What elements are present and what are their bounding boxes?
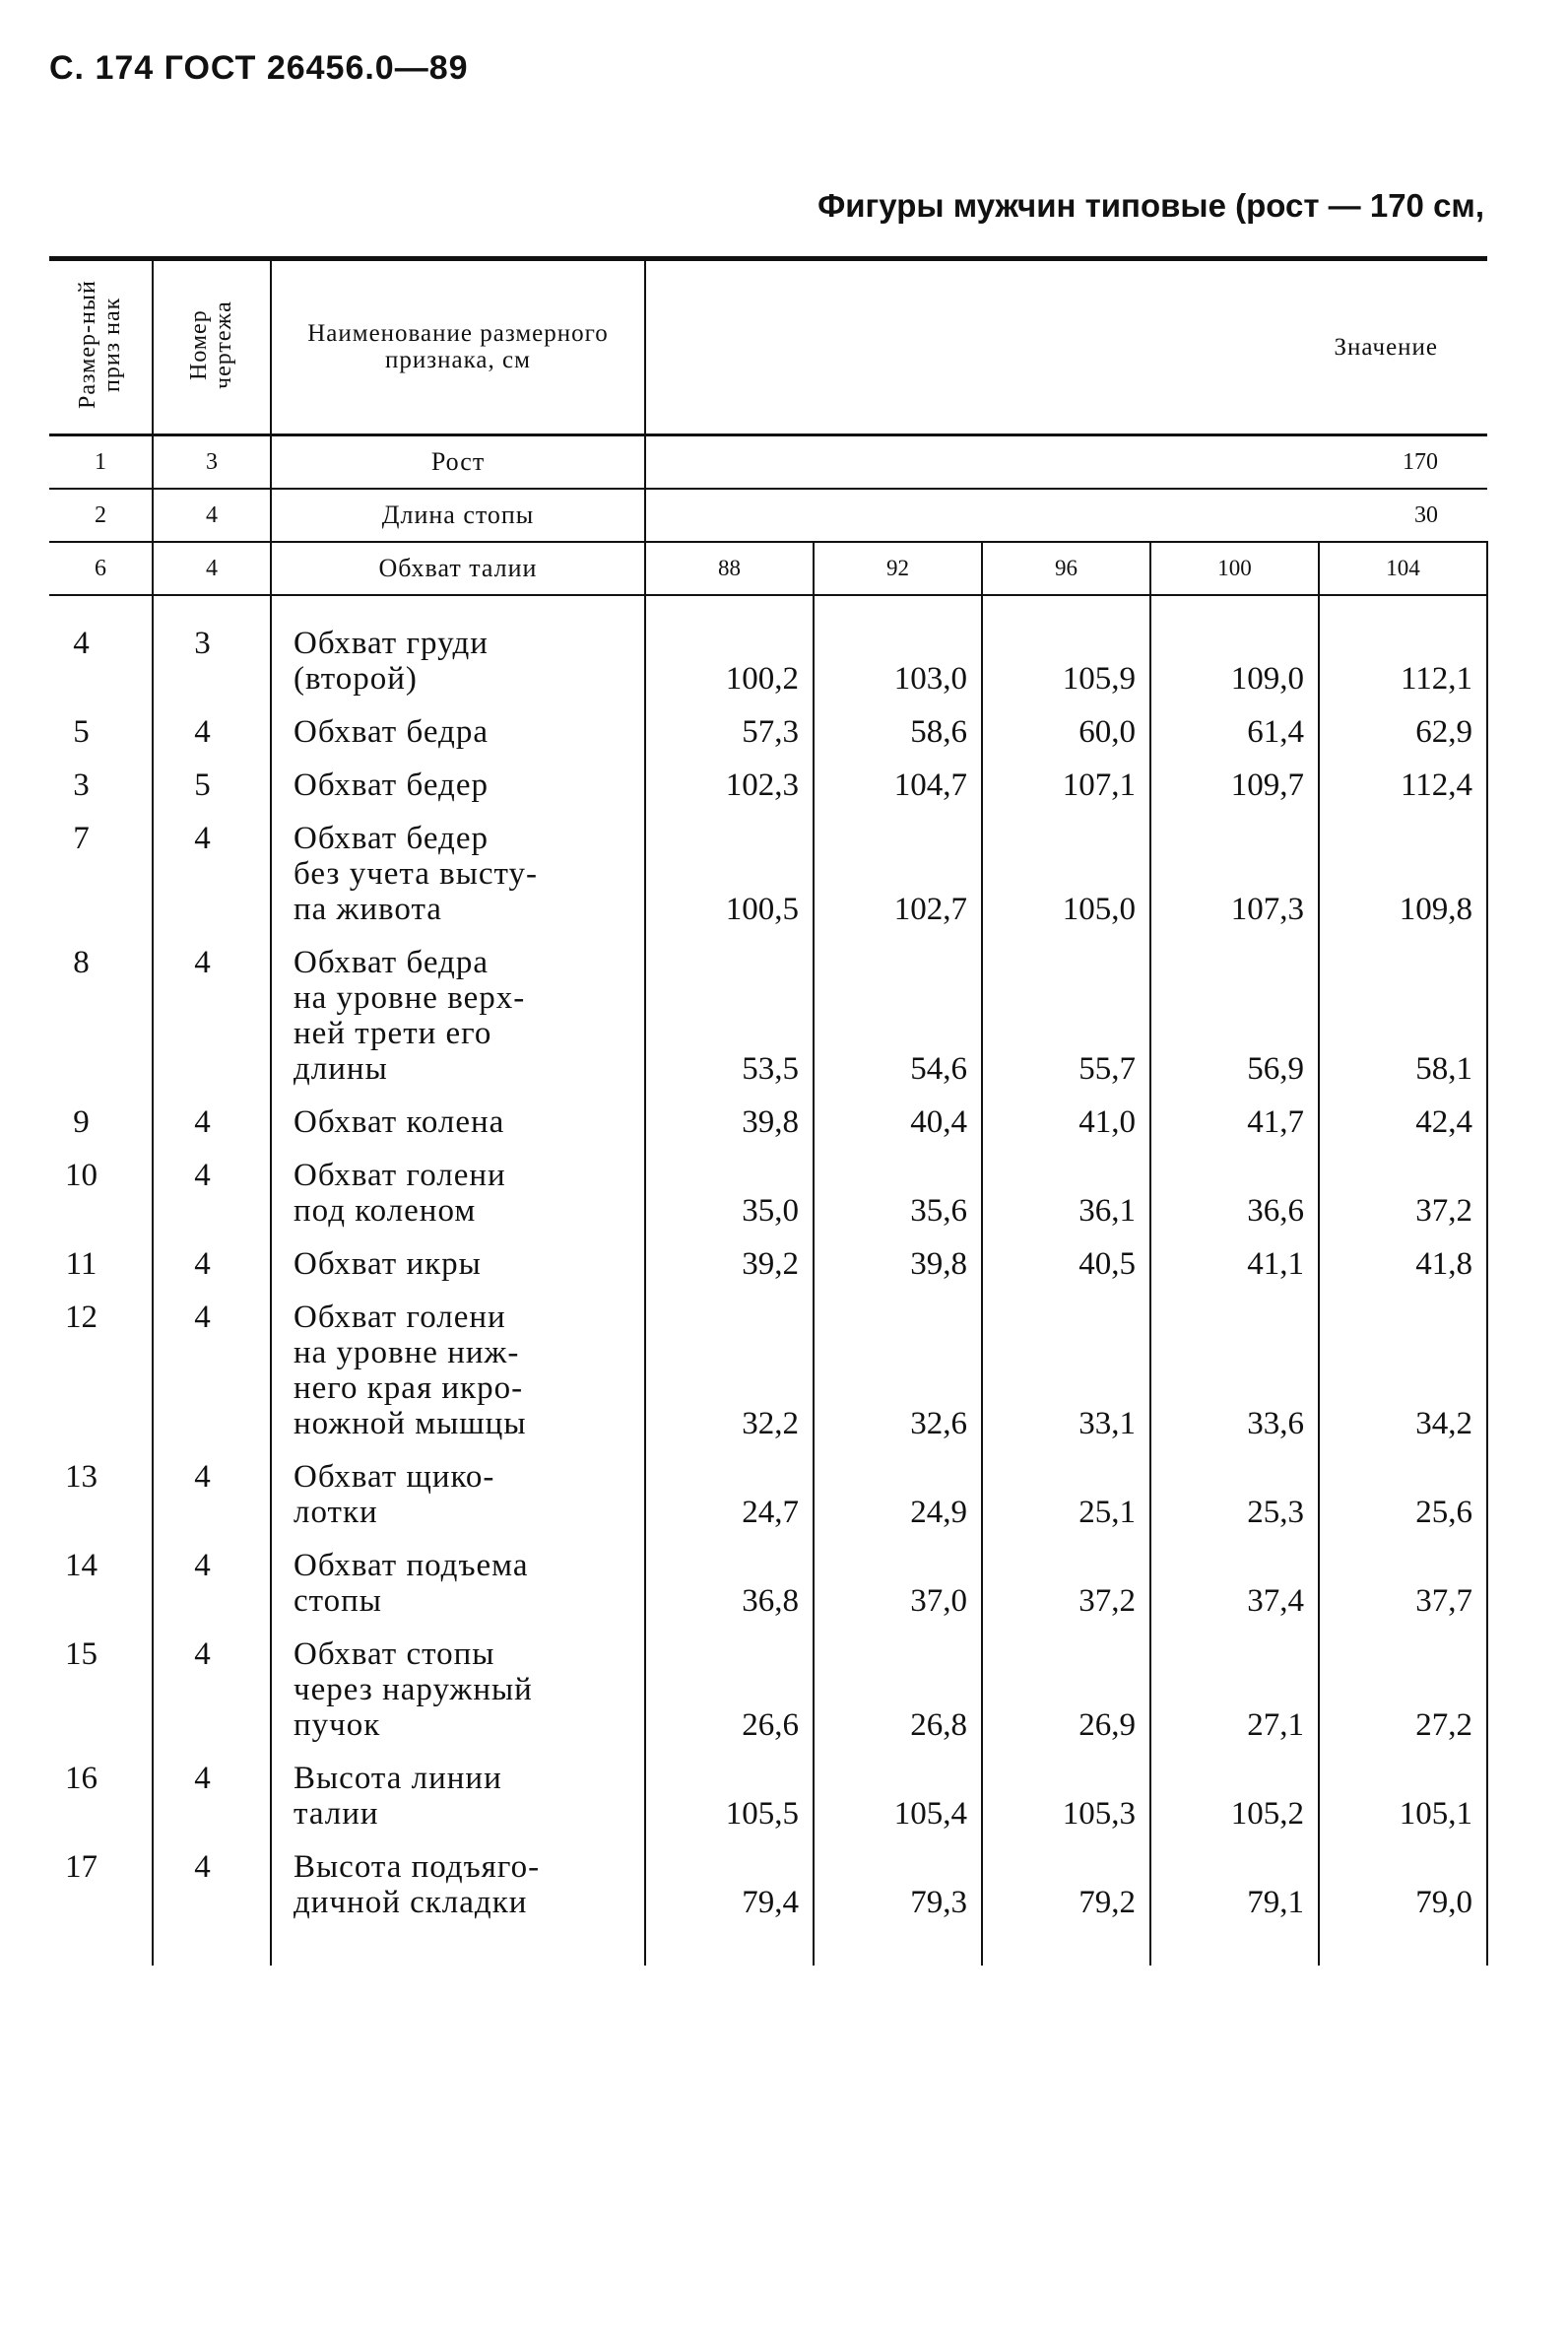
header-feature-number-text: Размер-ный приз нак (74, 280, 125, 410)
drawing-number: 4 (153, 1449, 271, 1538)
measurement-value: 37,0 (814, 1538, 982, 1627)
table-row (49, 1148, 1487, 1236)
measurement-value: 105,5 (645, 1751, 814, 1839)
fixed-row (49, 489, 1487, 542)
measurement-value: 102,3 (645, 758, 814, 811)
feature-number: 14 (49, 1538, 153, 1627)
measurement-value: 61,4 (1150, 704, 1319, 758)
table-row (49, 1751, 1487, 1839)
feature-name: Обхват талии (271, 542, 645, 595)
drawing-number: 4 (153, 1148, 271, 1236)
measurement-value: 33,1 (982, 1290, 1150, 1449)
table-title: Фигуры мужчин типовые (рост — 170 см, (817, 187, 1484, 224)
measurement-value: 32,6 (814, 1290, 982, 1449)
measurement-value: 36,1 (982, 1148, 1150, 1236)
drawing-number: 4 (153, 811, 271, 935)
measurement-value: 36,6 (1150, 1148, 1319, 1236)
measurement-value: 41,7 (1150, 1095, 1319, 1148)
table-row (49, 1095, 1487, 1148)
measurement-value: 37,7 (1319, 1538, 1487, 1627)
measurement-value: 25,6 (1319, 1449, 1487, 1538)
measurement-value: 105,3 (982, 1751, 1150, 1839)
header-row (49, 259, 1487, 435)
feature-number: 1 (49, 435, 153, 490)
feature-number: 17 (49, 1839, 153, 1928)
measurement-value: 27,2 (1319, 1627, 1487, 1751)
table-row (49, 1839, 1487, 1928)
measurement-value: 104,7 (814, 758, 982, 811)
drawing-number: 4 (153, 935, 271, 1095)
measurement-value: 41,8 (1319, 1236, 1487, 1290)
measurement-value: 37,4 (1150, 1538, 1319, 1627)
measurement-value: 41,0 (982, 1095, 1150, 1148)
measurement-value: 39,8 (814, 1236, 982, 1290)
feature-number: 9 (49, 1095, 153, 1148)
feature-name: Обхват икры (271, 1236, 645, 1290)
spacer-cell (153, 1928, 271, 1966)
feature-number: 12 (49, 1290, 153, 1449)
feature-name: Обхват голени под коленом (271, 1148, 645, 1236)
feature-number: 3 (49, 758, 153, 811)
measurement-value: 26,9 (982, 1627, 1150, 1751)
drawing-number: 3 (153, 435, 271, 490)
spacer-cell (1319, 1928, 1487, 1966)
drawing-number: 3 (153, 595, 271, 704)
measurement-value: 103,0 (814, 595, 982, 704)
measurement-value: 100,5 (645, 811, 814, 935)
measurement-value: 34,2 (1319, 1290, 1487, 1449)
measurement-value: 55,7 (982, 935, 1150, 1095)
measurement-value: 112,4 (1319, 758, 1487, 811)
header-feature-name: Наименование размерного признака, см (271, 259, 645, 435)
measurement-value: 33,6 (1150, 1290, 1319, 1449)
feature-number: 5 (49, 704, 153, 758)
drawing-number: 4 (153, 1839, 271, 1928)
measurement-value: 105,1 (1319, 1751, 1487, 1839)
table-row (49, 1236, 1487, 1290)
measurement-value: 36,8 (645, 1538, 814, 1627)
feature-name: Обхват стопы через наружный пучок (271, 1627, 645, 1751)
table-row (49, 1627, 1487, 1751)
measurement-value: 54,6 (814, 935, 982, 1095)
measurement-value: 58,1 (1319, 935, 1487, 1095)
feature-name: Обхват голени на уровне ниж- него края икро- ножной мышцы (271, 1290, 645, 1449)
measurement-value: 25,3 (1150, 1449, 1319, 1538)
measurement-value: 79,1 (1150, 1839, 1319, 1928)
table-row (49, 595, 1487, 704)
feature-name: Обхват колена (271, 1095, 645, 1148)
measurement-value: 39,8 (645, 1095, 814, 1148)
measurement-value: 79,3 (814, 1839, 982, 1928)
feature-name: Рост (271, 435, 645, 490)
measurement-value: 24,9 (814, 1449, 982, 1538)
page-header: С. 174 ГОСТ 26456.0—89 (49, 49, 469, 87)
feature-number: 6 (49, 542, 153, 595)
measurement-value: 27,1 (1150, 1627, 1319, 1751)
measurement-value: 37,2 (982, 1538, 1150, 1627)
measurement-value: 109,7 (1150, 758, 1319, 811)
measurement-value: 53,5 (645, 935, 814, 1095)
measurement-value: 100,2 (645, 595, 814, 704)
measurement-value: 107,3 (1150, 811, 1319, 935)
measurement-value: 40,5 (982, 1236, 1150, 1290)
feature-number: 16 (49, 1751, 153, 1839)
feature-number: 15 (49, 1627, 153, 1751)
measurement-value: 56,9 (1150, 935, 1319, 1095)
feature-name: Высота линии талии (271, 1751, 645, 1839)
waist-size-value: 88 (645, 542, 814, 595)
spacer-cell (982, 1928, 1150, 1966)
drawing-number: 5 (153, 758, 271, 811)
measurements-table-wrapper (49, 256, 1487, 1966)
header-value: Значение (645, 259, 1487, 435)
drawing-number: 4 (153, 1627, 271, 1751)
feature-number: 11 (49, 1236, 153, 1290)
waist-size-value: 96 (982, 542, 1150, 595)
feature-name: Обхват щико- лотки (271, 1449, 645, 1538)
measurement-value: 107,1 (982, 758, 1150, 811)
measurement-value: 42,4 (1319, 1095, 1487, 1148)
feature-name: Обхват бедер (271, 758, 645, 811)
measurements-table (49, 256, 1488, 1966)
table-row (49, 758, 1487, 811)
waist-size-value: 104 (1319, 542, 1487, 595)
measurement-value: 112,1 (1319, 595, 1487, 704)
feature-name: Обхват бедра (271, 704, 645, 758)
drawing-number: 4 (153, 1751, 271, 1839)
table-row (49, 1538, 1487, 1627)
table-row (49, 1290, 1487, 1449)
table-row (49, 935, 1487, 1095)
measurement-value: 24,7 (645, 1449, 814, 1538)
measurement-value: 25,1 (982, 1449, 1150, 1538)
drawing-number: 4 (153, 1095, 271, 1148)
feature-number: 4 (49, 595, 153, 704)
feature-number: 13 (49, 1449, 153, 1538)
measurement-value: 109,8 (1319, 811, 1487, 935)
measurement-value: 60,0 (982, 704, 1150, 758)
measurement-value: 26,8 (814, 1627, 982, 1751)
measurement-value: 105,4 (814, 1751, 982, 1839)
drawing-number: 4 (153, 1538, 271, 1627)
measurement-value: 41,1 (1150, 1236, 1319, 1290)
fixed-rows (49, 435, 1487, 596)
feature-name: Обхват груди (второй) (271, 595, 645, 704)
spacer-cell (1150, 1928, 1319, 1966)
table-row (49, 811, 1487, 935)
spacer-cell (49, 1928, 153, 1966)
measurement-value: 40,4 (814, 1095, 982, 1148)
feature-number: 7 (49, 811, 153, 935)
measurement-value: 105,0 (982, 811, 1150, 935)
feature-name: Обхват бедра на уровне верх- ней трети его длины (271, 935, 645, 1095)
table-row (49, 1449, 1487, 1538)
drawing-number: 4 (153, 1290, 271, 1449)
feature-value: 30 (645, 489, 1487, 542)
feature-number: 8 (49, 935, 153, 1095)
measurement-value: 79,0 (1319, 1839, 1487, 1928)
fixed-row (49, 435, 1487, 490)
measurement-value: 39,2 (645, 1236, 814, 1290)
table-bottom-spacer (49, 1928, 1487, 1966)
feature-number: 2 (49, 489, 153, 542)
feature-name: Высота подъяго- дичной складки (271, 1839, 645, 1928)
measurement-value: 58,6 (814, 704, 982, 758)
spacer-cell (645, 1928, 814, 1966)
feature-name: Обхват подъема стопы (271, 1538, 645, 1627)
spacer-cell (814, 1928, 982, 1966)
measurement-value: 105,2 (1150, 1751, 1319, 1839)
measurement-value: 79,4 (645, 1839, 814, 1928)
table-row (49, 704, 1487, 758)
measurement-value: 35,6 (814, 1148, 982, 1236)
measurement-value: 79,2 (982, 1839, 1150, 1928)
measurement-value: 102,7 (814, 811, 982, 935)
drawing-number: 4 (153, 1236, 271, 1290)
waist-row (49, 542, 1487, 595)
measurement-value: 32,2 (645, 1290, 814, 1449)
spacer-cell (271, 1928, 645, 1966)
measurement-value: 109,0 (1150, 595, 1319, 704)
feature-number: 10 (49, 1148, 153, 1236)
drawing-number: 4 (153, 489, 271, 542)
measurement-value: 26,6 (645, 1627, 814, 1751)
drawing-number: 4 (153, 704, 271, 758)
drawing-number: 4 (153, 542, 271, 595)
feature-name: Длина стопы (271, 489, 645, 542)
measurement-value: 62,9 (1319, 704, 1487, 758)
measurement-value: 57,3 (645, 704, 814, 758)
feature-name: Обхват бедер без учета высту- па живота (271, 811, 645, 935)
waist-size-value: 100 (1150, 542, 1319, 595)
measurement-value: 37,2 (1319, 1148, 1487, 1236)
body-rows (49, 595, 1487, 1966)
header-feature-number (49, 259, 153, 435)
header-drawing-number (153, 259, 271, 435)
measurement-value: 35,0 (645, 1148, 814, 1236)
feature-value: 170 (645, 435, 1487, 490)
measurement-value: 105,9 (982, 595, 1150, 704)
waist-size-value: 92 (814, 542, 982, 595)
header-drawing-number-text: Номер чертежа (185, 300, 236, 389)
